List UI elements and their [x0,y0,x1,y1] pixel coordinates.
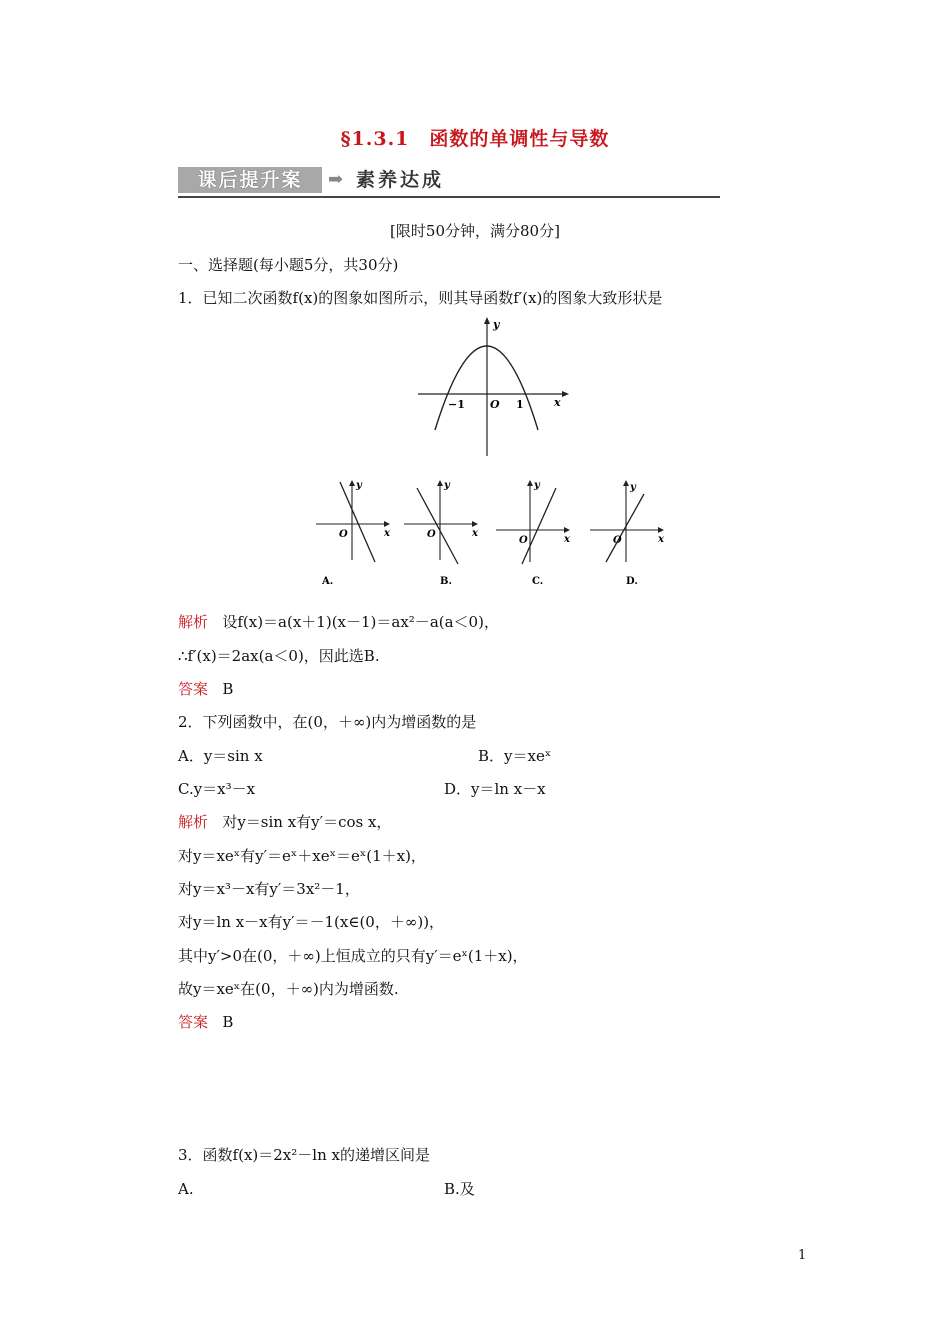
q1-option-a-graph [312,476,396,588]
time-limit: [限时50分钟，满分80分] [390,222,560,240]
banner-divider [178,196,720,198]
q2-analysis-line: 其中y′>0在(0，＋∞)上恒成立的只有y′＝eˣ(1＋x)， [178,947,528,965]
q1-option-c-graph [492,476,576,588]
option-origin-label: O [427,529,436,540]
answer-label: 答案 [178,1013,209,1031]
page-number: 1 [798,1248,807,1263]
analysis-label: 解析 [178,813,209,831]
tick-label-neg1: −1 [448,398,465,411]
q1-option-d-graph [586,476,670,588]
q2-option-b: B．y＝xeˣ [478,747,552,765]
q3-option-b: B.及 [444,1180,475,1198]
option-b-label: B. [440,576,452,587]
origin-label: O [490,398,500,411]
analysis-label: 解析 [178,613,209,631]
page-title: §1.3.1 函数的单调性与导数 [340,128,610,150]
option-c-label: C. [532,576,544,587]
q2-analysis [178,812,391,832]
q2-stem: 2．下列函数中，在(0，＋∞)内为增函数的是 [178,713,477,731]
q2-analysis-line: 对y＝x³－x有y′＝3x²－1， [178,880,360,898]
option-y-label: y [444,480,450,491]
y-axis-label: y [493,318,500,331]
analysis-text: 对y＝sin x有y′＝cos x， [222,813,392,831]
option-x-label: x [384,528,390,539]
option-y-label: y [356,480,362,491]
q1-option-b-graph [400,476,484,588]
option-origin-label: O [519,535,528,546]
q2-analysis-line: 对y＝ln x－x有y′＝－1(x∈(0，＋∞))， [178,913,445,931]
q1-analysis-line: ∴f′(x)＝2ax(a＜0)，因此选B. [178,647,380,665]
q1-stem: 1．已知二次函数f(x)的图象如图所示，则其导函数f′(x)的图象大致形状是 [178,289,663,307]
q2-answer [178,1012,233,1032]
q2-option-c: C.y＝x³－x [178,780,256,798]
q2-option-d: D．y＝ln x－x [444,780,546,798]
banner-left-label: 课后提升案 [178,167,322,193]
analysis-text: 设f(x)＝a(x＋1)(x－1)＝ax²－a(a＜0)， [222,613,499,631]
option-y-label: y [534,480,540,491]
tick-label-1: 1 [516,398,524,411]
q2-analysis-line: 对y＝xeˣ有y′＝eˣ＋xeˣ＝eˣ(1＋x)， [178,847,426,865]
q1-analysis [178,612,499,632]
answer-label: 答案 [178,680,209,698]
q2-analysis-line: 故y＝xeˣ在(0，＋∞)内为增函数. [178,980,399,998]
option-origin-label: O [339,529,348,540]
q3-stem: 3．函数f(x)＝2x²－ln x的递增区间是 [178,1146,430,1164]
option-origin-label: O [613,535,622,546]
q1-parabola-graph [410,314,576,460]
option-a-label: A. [322,576,334,587]
option-d-label: D. [626,576,638,587]
q1-answer [178,679,233,699]
option-y-label: y [630,482,636,493]
q2-option-a: A．y＝sin x [178,747,263,765]
banner-right-label: 素养达成 [356,169,445,191]
x-axis-label: x [554,396,561,409]
section-heading: 一、选择题(每小题5分，共30分) [178,256,399,274]
option-x-label: x [564,534,570,545]
section-banner [178,166,720,196]
option-x-label: x [658,534,664,545]
option-x-label: x [472,528,478,539]
arrow-right-icon: ➡ [328,169,344,190]
answer-value: B [222,680,234,698]
q3-option-a: A. [178,1180,194,1198]
answer-value: B [222,1013,234,1031]
